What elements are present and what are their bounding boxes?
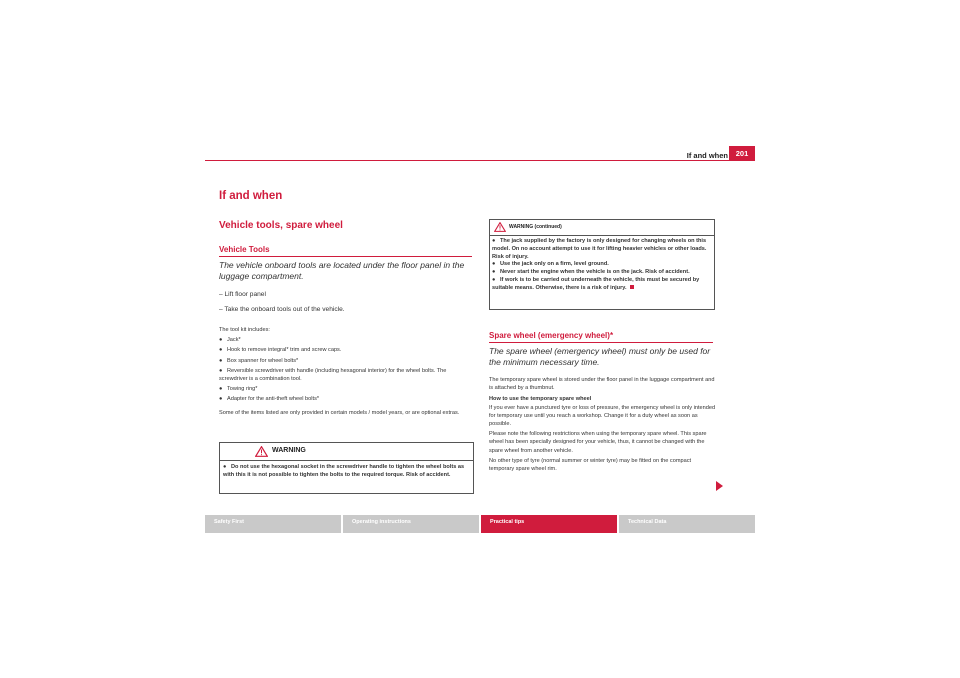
list-item bbox=[219, 385, 473, 393]
footer-tab-technical-data[interactable]: Technical Data bbox=[619, 515, 755, 533]
section-rule bbox=[489, 342, 713, 343]
list-item bbox=[219, 336, 473, 344]
bullet-icon: ● bbox=[492, 269, 496, 276]
warning-header bbox=[220, 443, 473, 461]
list-item-text: Towing ring* bbox=[227, 386, 258, 393]
list-item bbox=[219, 346, 473, 354]
bullet-icon: ● bbox=[219, 357, 223, 364]
bullet-icon: ● bbox=[219, 367, 223, 374]
section-rule bbox=[219, 256, 472, 257]
list-item-text: Jack* bbox=[227, 337, 241, 344]
warning-item-text: Never start the engine when the vehicle is on the jack. Risk of accident. bbox=[500, 269, 690, 276]
list-item-text: Box spanner for wheel bolts* bbox=[227, 357, 299, 364]
warning-box bbox=[219, 442, 474, 494]
tool-kit-block bbox=[219, 326, 473, 417]
tool-kit-list bbox=[219, 336, 473, 403]
vehicle-tools-heading: Vehicle Tools bbox=[219, 245, 270, 254]
bullet-icon: ● bbox=[219, 386, 223, 393]
list-item-text: Hook to remove integral* trim and screw caps. bbox=[227, 347, 342, 354]
warning-text: Do not use the hexagonal socket in the screwdriver handle to tighten the wheel bolts as with this it is not possible to tighten the bolts to the required torque. Risk of accident. bbox=[223, 464, 465, 479]
warning-item-text: The jack supplied by the factory is only designed for changing wheels on this model. On no account attempt to use it for lifting heavier vehicles or other loads. Risk of injury. bbox=[492, 238, 707, 260]
warning-item bbox=[492, 277, 711, 293]
bullet-icon: ● bbox=[492, 238, 496, 244]
next-page-arrow-icon bbox=[716, 481, 723, 491]
paragraph: Please note the following restrictions when using the temporary spare wheel. This spare wheel has been specially designed for your vehicle, thus, it cannot be changed with the spare wheel from another vehicle. bbox=[489, 431, 707, 454]
page-number: 201 bbox=[729, 146, 755, 161]
footer-nav bbox=[205, 515, 755, 533]
list-item bbox=[219, 395, 473, 403]
paragraph: The temporary spare wheel is stored under the floor panel in the luggage compartment and is attached by a thumbnut. bbox=[489, 377, 715, 392]
spare-wheel-heading: Spare wheel (emergency wheel)* bbox=[489, 331, 614, 340]
step-item: – Lift floor panel bbox=[219, 291, 266, 298]
footer-tab-operating-instructions[interactable]: Operating instructions bbox=[343, 515, 479, 533]
steps-list bbox=[219, 288, 475, 317]
footer-tab-practical-tips[interactable]: Practical tips bbox=[481, 515, 617, 533]
warning-triangle-icon bbox=[494, 222, 506, 232]
warning-continued-box bbox=[489, 219, 715, 310]
list-item-text: Reversible screwdriver with handle (including hexagonal interior) for the wheel bolts. The screwdriver is a combination tool. bbox=[219, 367, 447, 383]
optional-note: Some of the items listed are only provided in certain models / model years, or are optional extras. bbox=[219, 409, 460, 416]
spare-wheel-body bbox=[489, 376, 717, 473]
warning-item bbox=[492, 261, 711, 269]
bullet-icon: ● bbox=[219, 347, 223, 354]
warning-item-text: If work is to be carried out underneath the vehicle, this must be secured by suitable means. Otherwise, there is a risk of injury. bbox=[492, 276, 700, 291]
warning-item bbox=[492, 269, 711, 277]
tool-kit-intro: The tool kit includes: bbox=[219, 327, 270, 333]
header-rule bbox=[205, 160, 755, 161]
bullet-icon: ● bbox=[492, 261, 496, 268]
list-item bbox=[219, 357, 473, 365]
warning-triangle-icon bbox=[255, 446, 268, 457]
list-item bbox=[219, 367, 473, 383]
warning-label: WARNING bbox=[272, 447, 306, 454]
paragraph: No other type of tyre (normal summer or winter tyre) may be fitted on the compact temporary spare wheel rim. bbox=[489, 457, 692, 473]
footer-tab-safety-first[interactable]: Safety First bbox=[205, 515, 341, 533]
warning-item bbox=[492, 238, 711, 261]
end-of-section-icon bbox=[630, 285, 634, 289]
warning-continued-label: WARNING (continued) bbox=[509, 224, 562, 230]
main-title: If and when bbox=[219, 190, 283, 202]
subheading: How to use the temporary spare wheel bbox=[489, 396, 592, 403]
bullet-icon: ● bbox=[219, 396, 223, 403]
bullet-icon: ● bbox=[223, 464, 227, 470]
spare-wheel-lead: The spare wheel (emergency wheel) must only be used for the minimum necessary time. bbox=[489, 346, 711, 367]
running-header-title: If and when bbox=[686, 151, 728, 160]
warning-item-text: Use the jack only on a firm, level ground. bbox=[500, 261, 609, 268]
list-item-text: Adapter for the anti-theft wheel bolts* bbox=[227, 396, 320, 403]
warning-continued-header bbox=[490, 220, 714, 236]
chapter-title: Vehicle tools, spare wheel bbox=[219, 220, 343, 231]
warning-continued-body bbox=[490, 236, 714, 293]
vehicle-tools-lead: The vehicle onboard tools are located under the floor panel in the luggage compartment. bbox=[219, 260, 465, 281]
warning-body bbox=[220, 461, 473, 479]
bullet-icon: ● bbox=[219, 337, 223, 344]
paragraph: If you ever have a punctured tyre or loss of pressure, the emergency wheel is only intended for temporary use until you reach a workshop. Change it for a duty wheel as soon as possible. bbox=[489, 404, 716, 428]
step-item: – Take the onboard tools out of the vehicle. bbox=[219, 305, 345, 313]
bullet-icon: ● bbox=[492, 276, 496, 283]
